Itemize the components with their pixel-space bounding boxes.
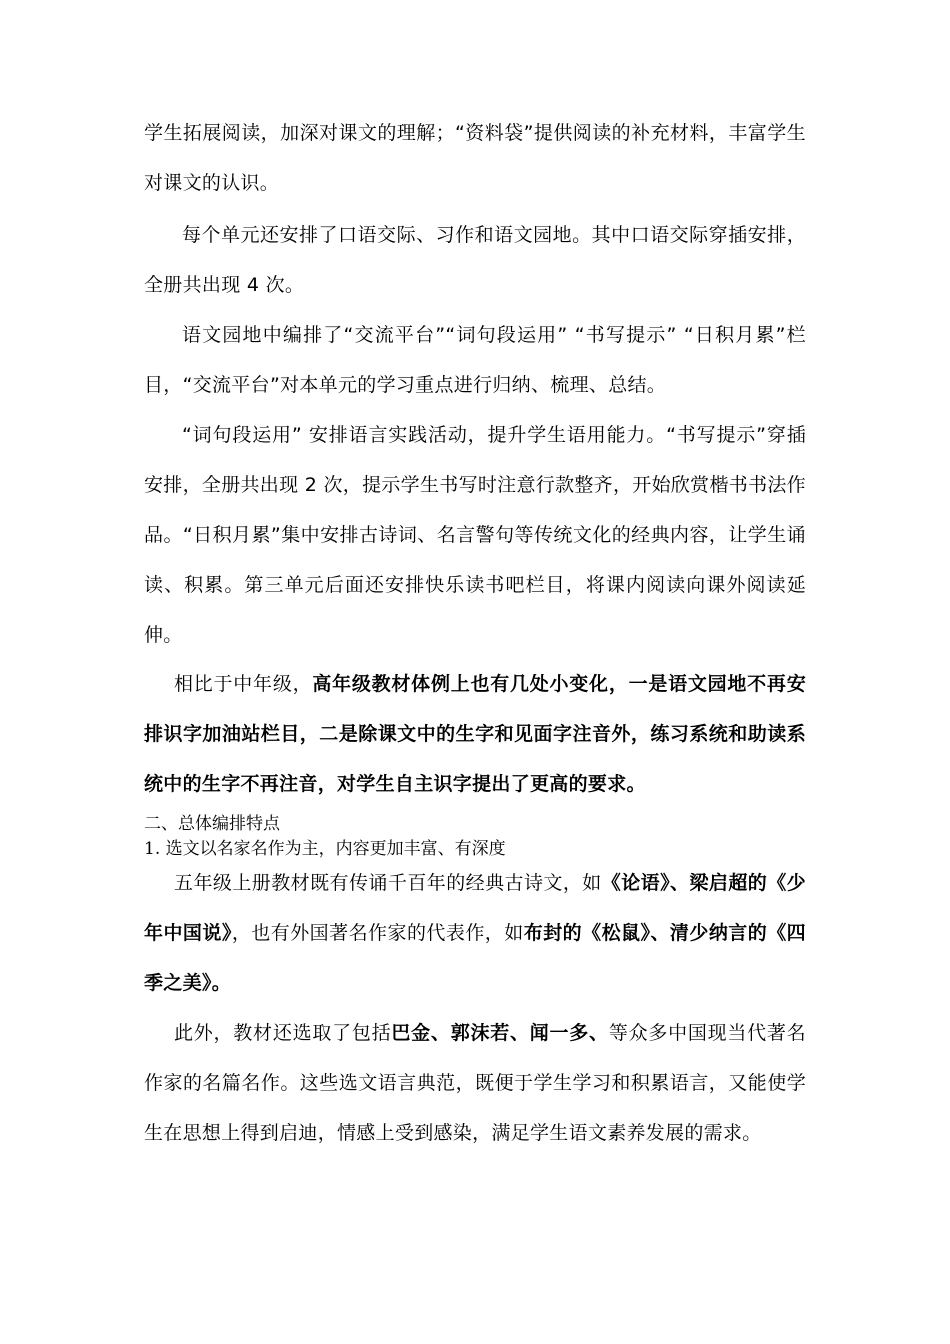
paragraph-writing-tips: “词句段运用” 安排语言实践活动，提升学生语用能力。“书写提示”穿插安排，全册共出现 2 次，提示学生书写时注意行款整齐，开始欣赏楷书书法作品。“日积月累”集中安排古诗词、名言警句等传统文化的经典内容，让学生诵读、积累。第三单元后面还安排快乐读书吧栏目，将课内阅读向课外阅读延伸。 <box>144 424 806 646</box>
emphasis-text: 布封的《松鼠》、清少纳言的《四季之美》。 <box>144 922 806 994</box>
paragraph-text: 相比于中年级， <box>174 673 313 695</box>
emphasis-text: 《论语》、梁启超的《少年中国说》 <box>144 872 806 944</box>
paragraph-text: ，也有外国著名作家的代表作，如 <box>231 922 524 944</box>
paragraph-text: 此外，教材还选取了包括 <box>174 1022 392 1044</box>
paragraph-modern-authors <box>144 1008 806 1158</box>
paragraph-classic-texts <box>144 858 806 1008</box>
subsection-heading: 1. 选文以名家名作为主，内容更加丰富、有深度 <box>144 839 506 859</box>
paragraph-text: 等众多中国现当代著名作家的名篇名作。这些选文语言典范，既便于学生学习和积累语言，又能使学生在思想上得到启迪，情感上受到感染，满足学生语文素养发展的需求。 <box>144 1022 806 1144</box>
paragraph-higher-grade-changes <box>144 659 806 809</box>
section-heading: 二、总体编排特点 <box>144 814 280 834</box>
paragraph-language-garden: 语文园地中编排了“交流平台”“词句段运用” “书写提示” “日积月累”栏目，“交流平台”对本单元的学习重点进行归纳、梳理、总结。 <box>144 324 806 396</box>
paragraph-text: 五年级上册教材既有传诵千百年的经典古诗文，如 <box>174 872 602 894</box>
emphasis-text: 高年级教材体例上也有几处小变化，一是语文园地不再安排识字加油站栏目，二是除课文中的生字和见面字注音外，练习系统和助读系统中的生字不再注音，对学生自主识字提出了更高的要求。 <box>144 673 806 795</box>
emphasis-text: 巴金、郭沫若、闻一多、 <box>391 1022 609 1044</box>
paragraph-unit-arrangement: 每个单元还安排了口语交际、习作和语文园地。其中口语交际穿插安排，全册共出现 4 次。 <box>144 224 806 296</box>
paragraph-reading-aids: 学生拓展阅读，加深对课文的理解；“资料袋”提供阅读的补充材料，丰富学生对课文的认识。 <box>144 122 806 194</box>
